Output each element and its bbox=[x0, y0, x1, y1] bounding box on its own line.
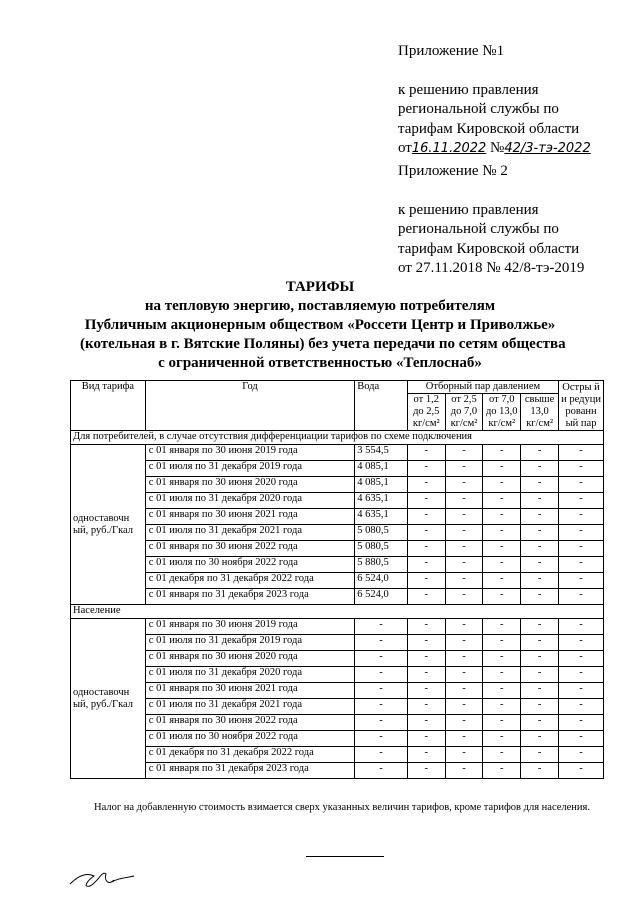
table-row bbox=[71, 635, 604, 651]
header-pressure-1: от 1,2 до 2,5 кг/см² bbox=[407, 394, 445, 431]
water-value-cell: - bbox=[355, 763, 408, 779]
section-title: Население bbox=[71, 605, 604, 619]
header-year: Год bbox=[145, 381, 354, 431]
period-cell: с 01 июля по 31 декабря 2020 года bbox=[145, 493, 354, 509]
dash-cell: - bbox=[483, 525, 521, 541]
table-row bbox=[71, 557, 604, 573]
header-pressure-3: от 7,0 до 13,0 кг/см² bbox=[483, 394, 521, 431]
water-value-cell: 5 880,5 bbox=[355, 557, 408, 573]
period-cell: с 01 января по 30 июня 2021 года bbox=[145, 509, 354, 525]
water-value-cell: - bbox=[355, 667, 408, 683]
dash-cell: - bbox=[407, 461, 445, 477]
dash-cell: - bbox=[445, 525, 483, 541]
dash-cell: - bbox=[559, 747, 604, 763]
water-value-cell: - bbox=[355, 683, 408, 699]
from-prefix: от bbox=[398, 140, 412, 156]
period-cell: с 01 июля по 30 ноября 2022 года bbox=[145, 557, 354, 573]
dash-cell: - bbox=[483, 461, 521, 477]
table-row bbox=[71, 493, 604, 509]
dash-cell: - bbox=[521, 667, 559, 683]
period-cell: с 01 января по 31 декабря 2023 года bbox=[145, 589, 354, 605]
water-value-cell: - bbox=[355, 747, 408, 763]
dash-cell: - bbox=[521, 747, 559, 763]
water-value-cell: 6 524,0 bbox=[355, 589, 408, 605]
period-cell: с 01 июля по 31 декабря 2019 года bbox=[145, 635, 354, 651]
water-value-cell: 4 635,1 bbox=[355, 509, 408, 525]
water-value-cell: - bbox=[355, 699, 408, 715]
dash-cell: - bbox=[445, 683, 483, 699]
header-water: Вода bbox=[355, 381, 408, 431]
period-cell: с 01 июля по 30 ноября 2022 года bbox=[145, 731, 354, 747]
dash-cell: - bbox=[483, 635, 521, 651]
dash-cell: - bbox=[559, 445, 604, 461]
handwritten-date: 16.11.2022 bbox=[411, 141, 487, 156]
water-value-cell: - bbox=[355, 635, 408, 651]
dash-cell: - bbox=[521, 509, 559, 525]
period-cell: с 01 января по 30 июня 2022 года bbox=[145, 541, 354, 557]
water-value-cell: - bbox=[355, 619, 408, 635]
dash-cell: - bbox=[521, 715, 559, 731]
water-value-cell: 6 524,0 bbox=[355, 573, 408, 589]
appendix-1-line: региональной службы по bbox=[398, 101, 559, 117]
dash-cell: - bbox=[559, 541, 604, 557]
signature-line bbox=[306, 856, 384, 857]
appendix-2-block bbox=[398, 162, 584, 279]
dash-cell: - bbox=[483, 747, 521, 763]
dash-cell: - bbox=[521, 445, 559, 461]
table-row bbox=[71, 509, 604, 525]
water-value-cell: 5 080,5 bbox=[355, 541, 408, 557]
dash-cell: - bbox=[445, 651, 483, 667]
dash-cell: - bbox=[521, 731, 559, 747]
dash-cell: - bbox=[407, 667, 445, 683]
period-cell: с 01 декабря по 31 декабря 2022 года bbox=[145, 747, 354, 763]
dash-cell: - bbox=[521, 699, 559, 715]
document-title bbox=[80, 278, 566, 373]
table-row bbox=[71, 477, 604, 493]
appendix-1-block bbox=[398, 42, 591, 159]
appendix-2-line: региональной службы по bbox=[398, 221, 559, 237]
water-value-cell: - bbox=[355, 651, 408, 667]
dash-cell: - bbox=[521, 683, 559, 699]
appendix-1-line: к решению правления bbox=[398, 81, 539, 98]
period-cell: с 01 января по 30 июня 2019 года bbox=[145, 445, 354, 461]
period-cell: с 01 июля по 31 декабря 2019 года bbox=[145, 461, 354, 477]
dash-cell: - bbox=[407, 573, 445, 589]
dash-cell: - bbox=[407, 541, 445, 557]
period-cell: с 01 января по 30 июня 2020 года bbox=[145, 651, 354, 667]
table-row bbox=[71, 589, 604, 605]
dash-cell: - bbox=[483, 573, 521, 589]
appendix-1-date-line bbox=[398, 139, 591, 159]
handwritten-number: 42/3-тэ-2022 bbox=[504, 141, 591, 156]
dash-cell: - bbox=[483, 763, 521, 779]
dash-cell: - bbox=[407, 651, 445, 667]
dash-cell: - bbox=[483, 509, 521, 525]
dash-cell: - bbox=[521, 573, 559, 589]
dash-cell: - bbox=[483, 715, 521, 731]
dash-cell: - bbox=[521, 461, 559, 477]
period-cell: с 01 января по 30 июня 2020 года bbox=[145, 477, 354, 493]
table-row bbox=[71, 731, 604, 747]
water-value-cell: 5 080,5 bbox=[355, 525, 408, 541]
dash-cell: - bbox=[521, 651, 559, 667]
dash-cell: - bbox=[521, 493, 559, 509]
appendix-1-title: Приложение №1 bbox=[398, 43, 505, 59]
dash-cell: - bbox=[521, 763, 559, 779]
table-row bbox=[71, 715, 604, 731]
dash-cell: - bbox=[445, 667, 483, 683]
table-row bbox=[71, 461, 604, 477]
appendix-2-line: к решению правления bbox=[398, 201, 539, 218]
dash-cell: - bbox=[407, 619, 445, 635]
header-steam: Отборный пар давлением bbox=[407, 381, 558, 394]
dash-cell: - bbox=[483, 589, 521, 605]
dash-cell: - bbox=[445, 747, 483, 763]
dash-cell: - bbox=[559, 525, 604, 541]
number-prefix: № bbox=[490, 140, 505, 156]
header-kind: Вид тарифа bbox=[71, 381, 146, 431]
water-value-cell: - bbox=[355, 715, 408, 731]
dash-cell: - bbox=[521, 589, 559, 605]
dash-cell: - bbox=[407, 747, 445, 763]
appendix-2-line: от 27.11.2018 № 42/8-тэ-2019 bbox=[398, 260, 585, 276]
dash-cell: - bbox=[521, 619, 559, 635]
dash-cell: - bbox=[445, 477, 483, 493]
dash-cell: - bbox=[407, 589, 445, 605]
dash-cell: - bbox=[559, 509, 604, 525]
table-row bbox=[71, 619, 604, 635]
dash-cell: - bbox=[483, 619, 521, 635]
title-line: ТАРИФЫ bbox=[285, 279, 355, 295]
dash-cell: - bbox=[483, 683, 521, 699]
dash-cell: - bbox=[445, 589, 483, 605]
period-cell: с 01 января по 30 июня 2022 года bbox=[145, 715, 354, 731]
signature-mark bbox=[68, 862, 148, 892]
dash-cell: - bbox=[445, 541, 483, 557]
dash-cell: - bbox=[445, 763, 483, 779]
water-value-cell: 4 635,1 bbox=[355, 493, 408, 509]
table-row bbox=[71, 699, 604, 715]
dash-cell: - bbox=[483, 541, 521, 557]
dash-cell: - bbox=[445, 635, 483, 651]
appendix-1-line: тарифам Кировской области bbox=[398, 120, 580, 137]
tariff-table bbox=[70, 380, 604, 779]
dash-cell: - bbox=[407, 763, 445, 779]
dash-cell: - bbox=[559, 589, 604, 605]
dash-cell: - bbox=[521, 557, 559, 573]
dash-cell: - bbox=[445, 493, 483, 509]
period-cell: с 01 июля по 31 декабря 2021 года bbox=[145, 525, 354, 541]
dash-cell: - bbox=[445, 461, 483, 477]
dash-cell: - bbox=[407, 557, 445, 573]
tariff-kind: одноставочн ый, руб./Гкал bbox=[71, 619, 146, 779]
dash-cell: - bbox=[407, 699, 445, 715]
section-header-row bbox=[71, 431, 604, 445]
header-pressure-2: от 2,5 до 7,0 кг/см² bbox=[445, 394, 483, 431]
table-row bbox=[71, 445, 604, 461]
table-row bbox=[71, 683, 604, 699]
header-sharp-steam: Остры й и редуци рованн ый пар bbox=[559, 381, 604, 431]
dash-cell: - bbox=[559, 619, 604, 635]
table-row bbox=[71, 747, 604, 763]
dash-cell: - bbox=[559, 573, 604, 589]
dash-cell: - bbox=[407, 731, 445, 747]
dash-cell: - bbox=[559, 683, 604, 699]
period-cell: с 01 января по 30 июня 2021 года bbox=[145, 683, 354, 699]
table-row bbox=[71, 651, 604, 667]
section-header-row bbox=[71, 605, 604, 619]
dash-cell: - bbox=[407, 509, 445, 525]
table-row bbox=[71, 525, 604, 541]
table-row bbox=[71, 763, 604, 779]
dash-cell: - bbox=[521, 635, 559, 651]
dash-cell: - bbox=[483, 651, 521, 667]
table-row bbox=[71, 573, 604, 589]
water-value-cell: 4 085,1 bbox=[355, 461, 408, 477]
dash-cell: - bbox=[559, 763, 604, 779]
section-title: Для потребителей, в случае отсутствия дифференциации тарифов по схеме подключения bbox=[71, 431, 604, 445]
dash-cell: - bbox=[559, 635, 604, 651]
dash-cell: - bbox=[445, 619, 483, 635]
title-line: с ограниченной ответственностью «Теплоснаб» bbox=[158, 355, 482, 371]
dash-cell: - bbox=[559, 477, 604, 493]
water-value-cell: 3 554,5 bbox=[355, 445, 408, 461]
dash-cell: - bbox=[559, 667, 604, 683]
table-row bbox=[71, 667, 604, 683]
dash-cell: - bbox=[483, 731, 521, 747]
period-cell: с 01 января по 30 июня 2019 года bbox=[145, 619, 354, 635]
dash-cell: - bbox=[521, 541, 559, 557]
dash-cell: - bbox=[483, 667, 521, 683]
vat-note: Налог на добавленную стоимость взимается сверх указанных величин тарифов, кроме тарифов для населения. bbox=[94, 802, 590, 813]
period-cell: с 01 января по 31 декабря 2023 года bbox=[145, 763, 354, 779]
water-value-cell: - bbox=[355, 731, 408, 747]
dash-cell: - bbox=[445, 445, 483, 461]
dash-cell: - bbox=[407, 493, 445, 509]
dash-cell: - bbox=[445, 699, 483, 715]
title-line: Публичным акционерным обществом «Россети Центр и Приволжье» bbox=[84, 317, 556, 333]
title-line: (котельная в г. Вятские Поляны) без учета передачи по сетям общества bbox=[80, 336, 566, 352]
dash-cell: - bbox=[445, 573, 483, 589]
dash-cell: - bbox=[483, 557, 521, 573]
dash-cell: - bbox=[521, 477, 559, 493]
dash-cell: - bbox=[521, 525, 559, 541]
dash-cell: - bbox=[445, 731, 483, 747]
dash-cell: - bbox=[559, 731, 604, 747]
dash-cell: - bbox=[407, 477, 445, 493]
appendix-2-line: тарифам Кировской области bbox=[398, 240, 580, 257]
period-cell: с 01 декабря по 31 декабря 2022 года bbox=[145, 573, 354, 589]
appendix-2-title: Приложение № 2 bbox=[398, 163, 508, 179]
dash-cell: - bbox=[445, 509, 483, 525]
period-cell: с 01 июля по 31 декабря 2020 года bbox=[145, 667, 354, 683]
table-row bbox=[71, 541, 604, 557]
dash-cell: - bbox=[483, 699, 521, 715]
header-pressure-4: свыше 13,0 кг/см² bbox=[521, 394, 559, 431]
dash-cell: - bbox=[407, 525, 445, 541]
dash-cell: - bbox=[559, 699, 604, 715]
dash-cell: - bbox=[559, 461, 604, 477]
dash-cell: - bbox=[559, 715, 604, 731]
water-value-cell: 4 085,1 bbox=[355, 477, 408, 493]
dash-cell: - bbox=[483, 445, 521, 461]
dash-cell: - bbox=[559, 557, 604, 573]
dash-cell: - bbox=[407, 635, 445, 651]
dash-cell: - bbox=[445, 557, 483, 573]
tariff-kind: одноставочн ый, руб./Гкал bbox=[71, 445, 146, 605]
dash-cell: - bbox=[483, 477, 521, 493]
dash-cell: - bbox=[407, 715, 445, 731]
dash-cell: - bbox=[407, 683, 445, 699]
dash-cell: - bbox=[407, 445, 445, 461]
title-line: на тепловую энергию, поставляемую потребителям bbox=[144, 298, 496, 314]
dash-cell: - bbox=[559, 493, 604, 509]
dash-cell: - bbox=[445, 715, 483, 731]
period-cell: с 01 июля по 31 декабря 2021 года bbox=[145, 699, 354, 715]
table-body bbox=[71, 431, 604, 779]
dash-cell: - bbox=[559, 651, 604, 667]
dash-cell: - bbox=[483, 493, 521, 509]
